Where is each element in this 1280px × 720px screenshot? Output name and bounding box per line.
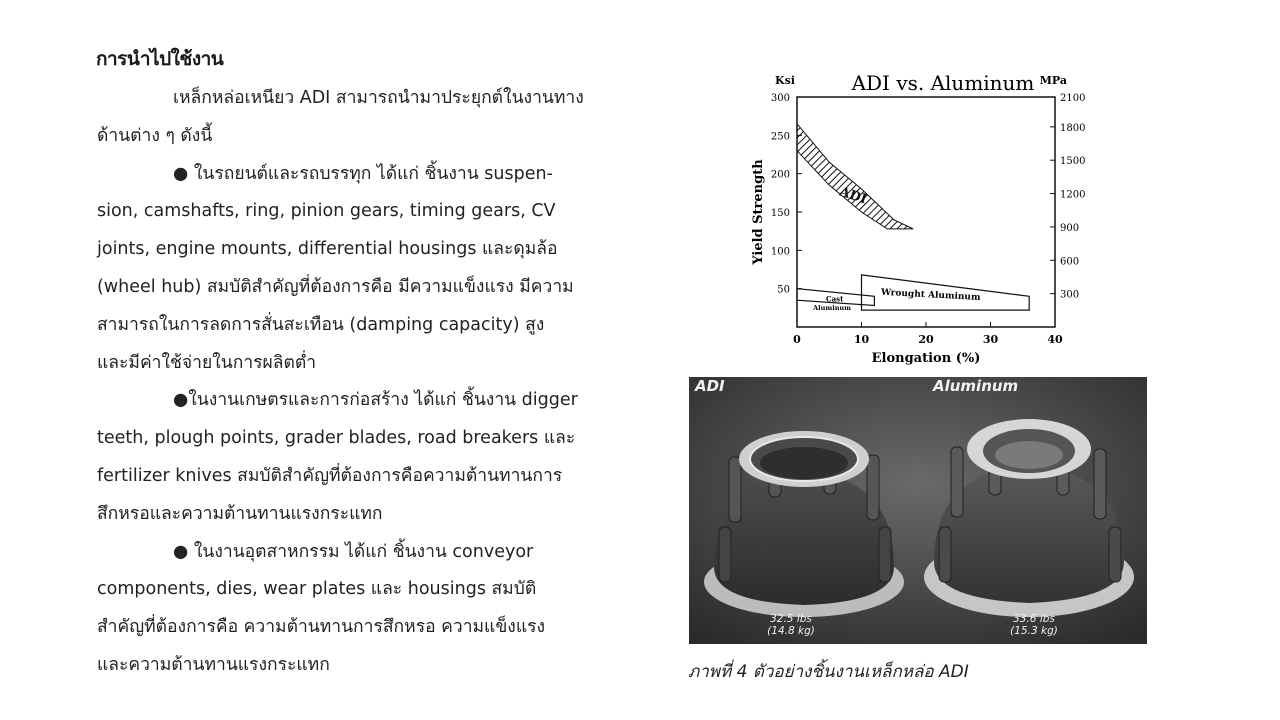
y-left-tick-label: 100 xyxy=(770,246,790,258)
adi-vs-aluminum-chart xyxy=(745,62,1086,372)
text-line: sion, camshafts, ring, pinion gears, timing gears, CV xyxy=(97,201,556,222)
y-right-tick-label: 1800 xyxy=(1060,122,1086,134)
x-tick-label: 40 xyxy=(1047,333,1063,346)
x-tick-label: 0 xyxy=(793,333,801,346)
text-line: ● ในรถยนต์และรถบรรทุก ได้แก่ ชิ้นงาน suspen- xyxy=(173,163,553,184)
wheel-hubs-illustration xyxy=(689,377,1147,644)
y-right-tick-label: 1500 xyxy=(1060,156,1086,168)
y-right-tick-label: 300 xyxy=(1060,289,1080,301)
x-tick-label: 20 xyxy=(918,333,934,346)
text-line: สึกหรอและความต้านทานแรงกระแทก xyxy=(97,503,383,524)
text-line: fertilizer knives สมบัติสำคัญที่ต้องการคือความต้านทานการ xyxy=(97,465,563,486)
chart-title: ADI vs. Aluminum xyxy=(851,71,1035,95)
y-left-unit: Ksi xyxy=(775,74,795,87)
x-tick-label: 30 xyxy=(982,333,999,346)
text-line: ●ในงานเกษตรและการก่อสร้าง ได้แก่ ชิ้นงาน digger xyxy=(173,390,578,411)
section-heading: การนำไปใช้งาน xyxy=(96,48,224,70)
adi-region-label: ADI xyxy=(837,184,869,208)
adi-hub xyxy=(704,431,904,617)
text-line: teeth, plough points, grader blades, road breakers และ xyxy=(97,428,576,449)
chart-svg xyxy=(745,62,1086,372)
photo-label-aluminum: Aluminum xyxy=(933,377,1019,395)
cast-aluminum-label: Cast xyxy=(826,294,844,304)
wrought-aluminum-label: Wrought Aluminum xyxy=(880,287,981,304)
y-left-tick-label: 300 xyxy=(770,93,790,104)
y-right-tick-label: 2100 xyxy=(1060,93,1086,104)
photo-label-adi: ADI xyxy=(695,377,725,395)
y-right-tick-label: 1200 xyxy=(1060,189,1086,201)
body-text xyxy=(97,80,587,685)
aluminum-weight: 33.6 lbs (15.3 kg) xyxy=(1010,613,1058,637)
cast-aluminum-label: Aluminum xyxy=(813,304,852,313)
y-left-tick-label: 250 xyxy=(770,131,790,143)
text-line: joints, engine mounts, differential housings และดุมล้อ xyxy=(97,239,558,260)
wheel-hub-photo xyxy=(689,377,1147,644)
y-right-unit: MPa xyxy=(1039,74,1067,87)
y-right-tick-label: 900 xyxy=(1060,222,1080,234)
y-left-tick-label: 200 xyxy=(770,169,790,181)
figure-caption: ภาพที่ 4 ตัวอย่างชิ้นงานเหล็กหล่อ ADI xyxy=(688,662,969,682)
text-line: (wheel hub) สมบัติสำคัญที่ต้องการคือ มีความแข็งแรง มีความ xyxy=(97,276,574,297)
text-line: components, dies, wear plates และ housings สมบัติ xyxy=(97,579,537,600)
aluminum-hub xyxy=(924,419,1134,617)
y-axis-label: Yield Strength xyxy=(751,159,766,265)
adi-region xyxy=(797,124,913,229)
text-line: และมีค่าใช้จ่ายในการผลิตต่ำ xyxy=(97,352,317,373)
y-left-tick-label: 50 xyxy=(777,284,790,296)
text-line: และความต้านทานแรงกระแทก xyxy=(97,654,330,675)
text-line: สำคัญที่ต้องการคือ ความต้านทานการสึกหรอ ความแข็งแรง xyxy=(97,617,546,638)
y-right-tick-label: 600 xyxy=(1060,256,1080,268)
text-line: เหล็กหล่อเหนียว ADI สามารถนำมาประยุกต์ในงานทาง xyxy=(173,88,584,108)
y-left-tick-label: 150 xyxy=(770,208,790,219)
text-line: สามารถในการลดการสั่นสะเทือน (damping capacity) สูง xyxy=(97,314,545,335)
x-axis-label: Elongation (%) xyxy=(871,351,981,366)
x-tick-label: 10 xyxy=(853,333,870,346)
adi-weight: 32.5 lbs (14.8 kg) xyxy=(767,613,815,637)
text-line: ● ในงานอุตสาหกรรม ได้แก่ ชิ้นงาน conveyor xyxy=(173,541,534,562)
text-line: ด้านต่าง ๆ ดังนี้ xyxy=(97,125,213,146)
